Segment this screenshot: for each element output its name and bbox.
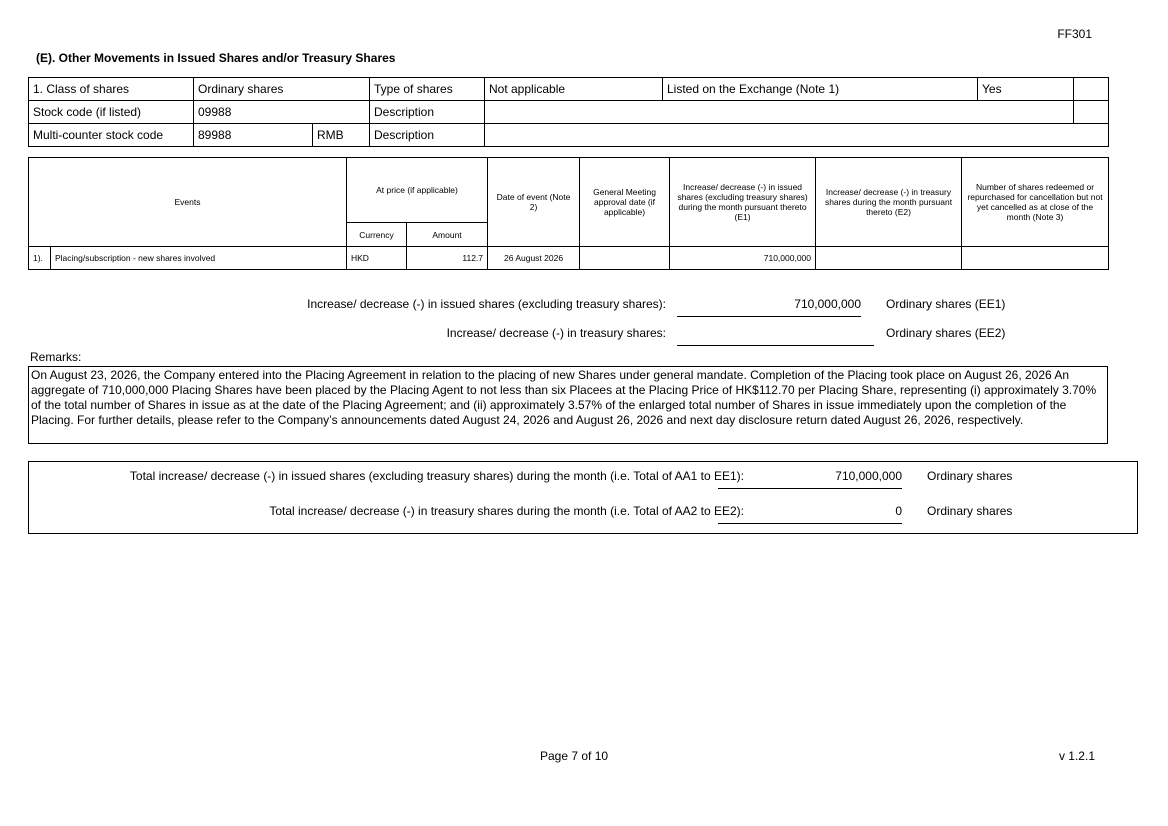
header-issued: Increase/ decrease (-) in issued shares (excluding treasury shares) during the month pursuant thereto (E1) [670,158,816,247]
class-row [29,78,1109,101]
total-issued-label: Total increase/ decrease (-) in issued shares (excluding treasury shares) during the month (i.e. Total of AA1 to EE1): [129,469,744,483]
row-amount: 112.7 [407,247,488,270]
header-redeemed: Number of shares redeemed or repurchased for cancellation but not yet cancelled as at close of the month (Note 3) [962,158,1109,247]
header-events: Events [29,158,347,247]
totals-box [28,461,1138,534]
ee2-unit: Ordinary shares (EE2) [886,326,1006,340]
page-number: Page 7 of 10 [540,749,609,763]
class-value: Ordinary shares [194,78,370,101]
total-treasury-value: 0 [718,504,902,524]
listed-value: Yes [978,78,1074,101]
header-date: Date of event (Note 2) [488,158,580,247]
stock-code-value: 09988 [194,101,370,124]
listed-label: Listed on the Exchange (Note 1) [663,78,978,101]
remarks-text: On August 23, 2026, the Company entered into the Placing Agreement in relation to the placing of new Shares under general mandate. Completion of the Placing took place on August 26, 2026 An aggregate of 710,000,000 Placing Shares have been placed by the Placing Agent to not less than six Placees at the Placing Price of HK$112.70 per Placing Share, representing (i) approximately 3.70% of the total number of Shares in issue as at the date of the Placing Agreement; and (ii) approximately 3.57% of the enlarged total number of Shares in issue immediately upon the completion of the Placing. For further details, please refer to the Company’s announcements dated August 24, 2026 and August 26, 2026 and next day disclosure return dated August 26, 2026, respectively. [28,366,1108,444]
multi-desc-value [485,124,1109,147]
total-treasury-label: Total increase/ decrease (-) in treasury shares during the month (i.e. Total of AA2 to EE2): [269,504,744,518]
header-treasury: Increase/ decrease (-) in treasury shares during the month pursuant thereto (E2) [816,158,962,247]
ee1-label: Increase/ decrease (-) in issued shares (excluding treasury shares): [307,297,666,311]
events-table [28,157,1109,270]
header-amount: Amount [407,223,488,247]
share-class-table [28,77,1109,147]
header-gm-date: General Meeting approval date (if applicable) [580,158,670,247]
type-label: Type of shares [370,78,485,101]
ee2-label: Increase/ decrease (-) in treasury shares: [446,326,666,340]
multi-counter-row [29,124,1109,147]
row-treasury [816,247,962,270]
row-event: Placing/subscription - new shares involved [51,247,347,270]
multi-desc-label: Description [370,124,485,147]
stock-code-label: Stock code (if listed) [29,101,194,124]
row-number: 1). [29,247,51,270]
row-gm-date [580,247,670,270]
header-currency: Currency [347,223,407,247]
multi-code-value: 89988 [194,124,313,147]
form-code: FF301 [1057,27,1092,41]
row-redeemed [962,247,1109,270]
stock-desc-extra [1074,101,1109,124]
stock-desc-value [485,101,1074,124]
total-issued-unit: Ordinary shares [927,469,1013,483]
multi-code-currency: RMB [313,124,370,147]
multi-code-label: Multi-counter stock code [29,124,194,147]
listed-extra-cell [1074,78,1109,101]
version-label: v 1.2.1 [1058,749,1095,763]
stock-desc-label: Description [370,101,485,124]
class-label: 1. Class of shares [29,78,194,101]
total-treasury-unit: Ordinary shares [927,504,1013,518]
stock-code-row [29,101,1109,124]
remarks-label: Remarks: [30,350,82,364]
section-title: (E). Other Movements in Issued Shares and/or Treasury Shares [36,51,396,65]
total-issued-value: 710,000,000 [718,469,902,489]
type-value: Not applicable [485,78,663,101]
header-at-price: At price (if applicable) [347,158,488,223]
ee2-value [677,326,874,346]
ee1-unit: Ordinary shares (EE1) [886,297,1006,311]
row-issued: 710,000,000 [670,247,816,270]
row-currency: HKD [347,247,407,270]
table-row [29,247,1109,270]
row-date: 26 August 2026 [488,247,580,270]
ee1-value: 710,000,000 [677,297,861,317]
